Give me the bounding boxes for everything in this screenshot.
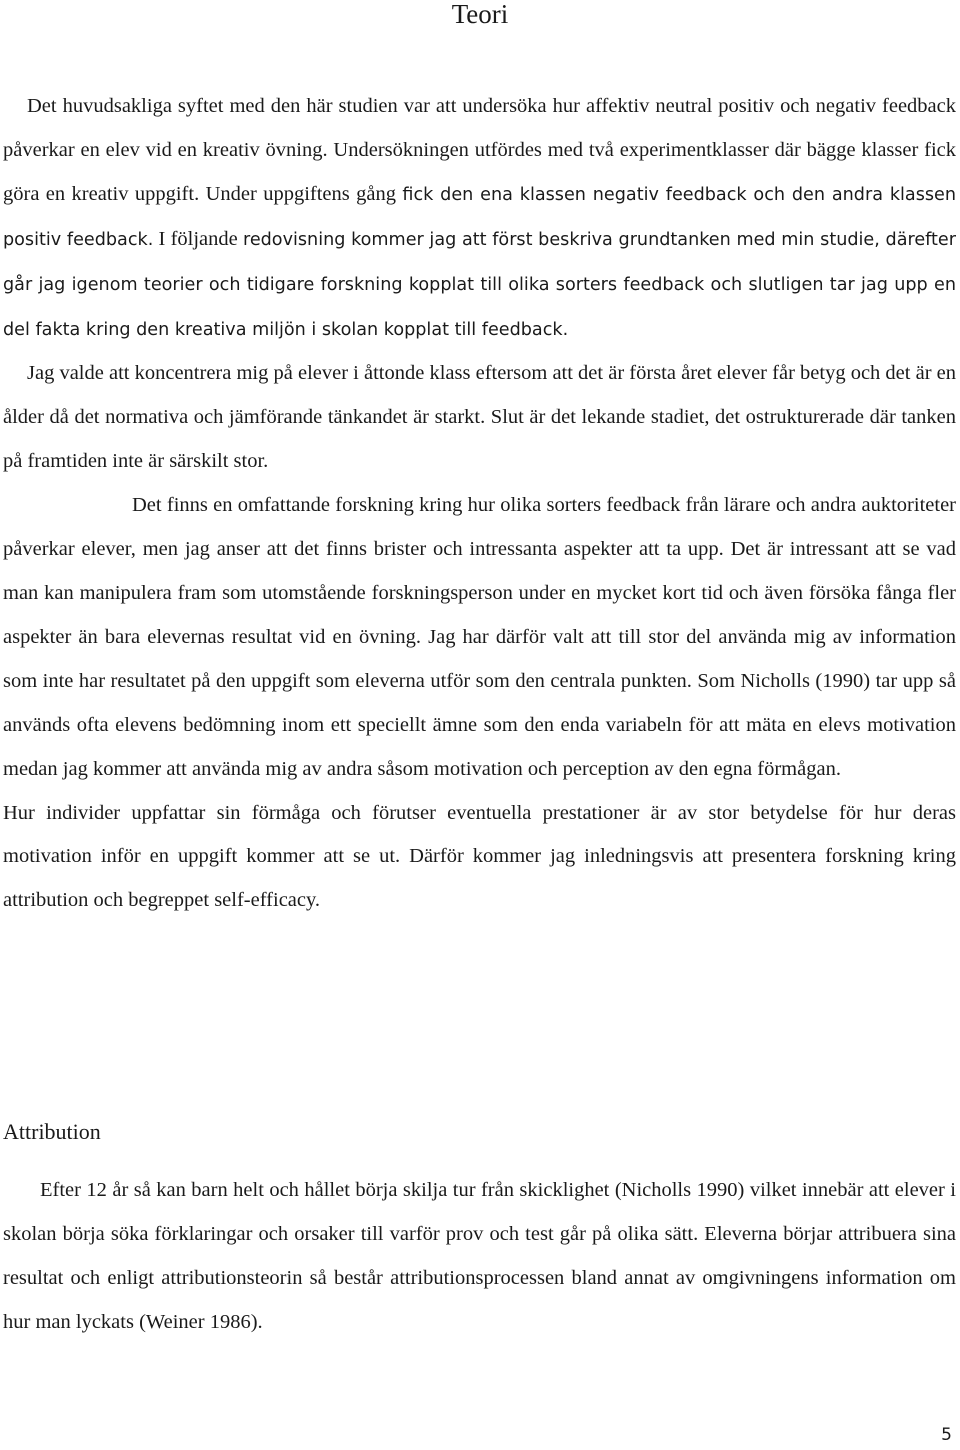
intro-text-part-b: fick den ena klassen negativ feedback och den andra klassen positiv feedback. — [3, 184, 957, 250]
attribution-body — [3, 1169, 956, 1345]
body-paragraph-motivation: Hur individer uppfattar sin förmåga och förutser eventuella prestationer är av stor betydelse för hur deras motivation inför en uppgift kommer att se ut. Därför kommer jag inledningsvis att presentera forskning kring attribution och begreppet self-efficacy. — [3, 801, 956, 912]
intro-paragraph — [3, 85, 956, 352]
intro-text-part-a: Det huvudsakliga syftet med den här studien var att undersöka hur affektiv neutral positiv och negativ feedback påverkar en elev vid en kreativ övning. Undersökningen utfördes med två experimentklasser där bägge klasser fick göra en kreativ uppgift. Under uppgiftens gång — [3, 95, 956, 205]
intro-text-part-d: redovisning kommer jag att först beskriva grundtanken med min studie, därefter går jag igenom teorier och tidigare forskning kopplat till olika sorters feedback och slutligen tar jag upp en del fakta kring den kreativa miljön i skolan kopplat till feedback. — [3, 229, 956, 340]
attribution-paragraph: Efter 12 år så kan barn helt och hållet börja skilja tur från skicklighet (Nicholls 1990) vilket innebär att elever i skolan börja söka förklaringar och orsaker till varför prov och test går på olika sätt. Eleverna börjar attribuera sina resultat och enligt attributionsteorin så består attributionsprocessen bland annat av omgivningens information om hur man lyckats (Weiner 1986). — [3, 1179, 956, 1333]
page-title: Teori — [451, 0, 509, 29]
page-number: 5 — [941, 1425, 952, 1445]
section-heading: Attribution — [3, 1119, 101, 1144]
intro-text-part-c: I följande — [153, 227, 243, 250]
body-paragraph-age-group: Jag valde att koncentrera mig på elever i åttonde klass eftersom att det är första året elever får betyg och det är en ålder då det normativa och jämförande tänkandet är starkt. Slut är det lekande stadiet, det ostrukturerade där tanken på framtiden inte är särskilt stor. — [3, 362, 956, 473]
body-paragraph-research: Det finns en omfattande forskning kring hur olika sorters feedback från lärare och andra auktoriteter påverkar elever, men jag anser att det finns brister och intressanta aspekter att ta upp. Det är intressant att se vad man kan manipulera fram som utomstående forskningsperson under en mycket kort tid och även försöka fånga fler aspekter än bara elevernas resultat vid en övning. Jag har därför valt att till stor del använda mig av information som inte har resultatet på den uppgift som eleverna utför som den centrala punkten. Som Nicholls (1990) tar upp så används ofta elevens bedömning inom ett speciellt ämne som den enda variabeln för att mäta en elevs motivation medan jag kommer att använda mig av andra såsom motivation och perception av den egna förmågan. — [3, 494, 956, 780]
theory-body — [3, 85, 956, 923]
